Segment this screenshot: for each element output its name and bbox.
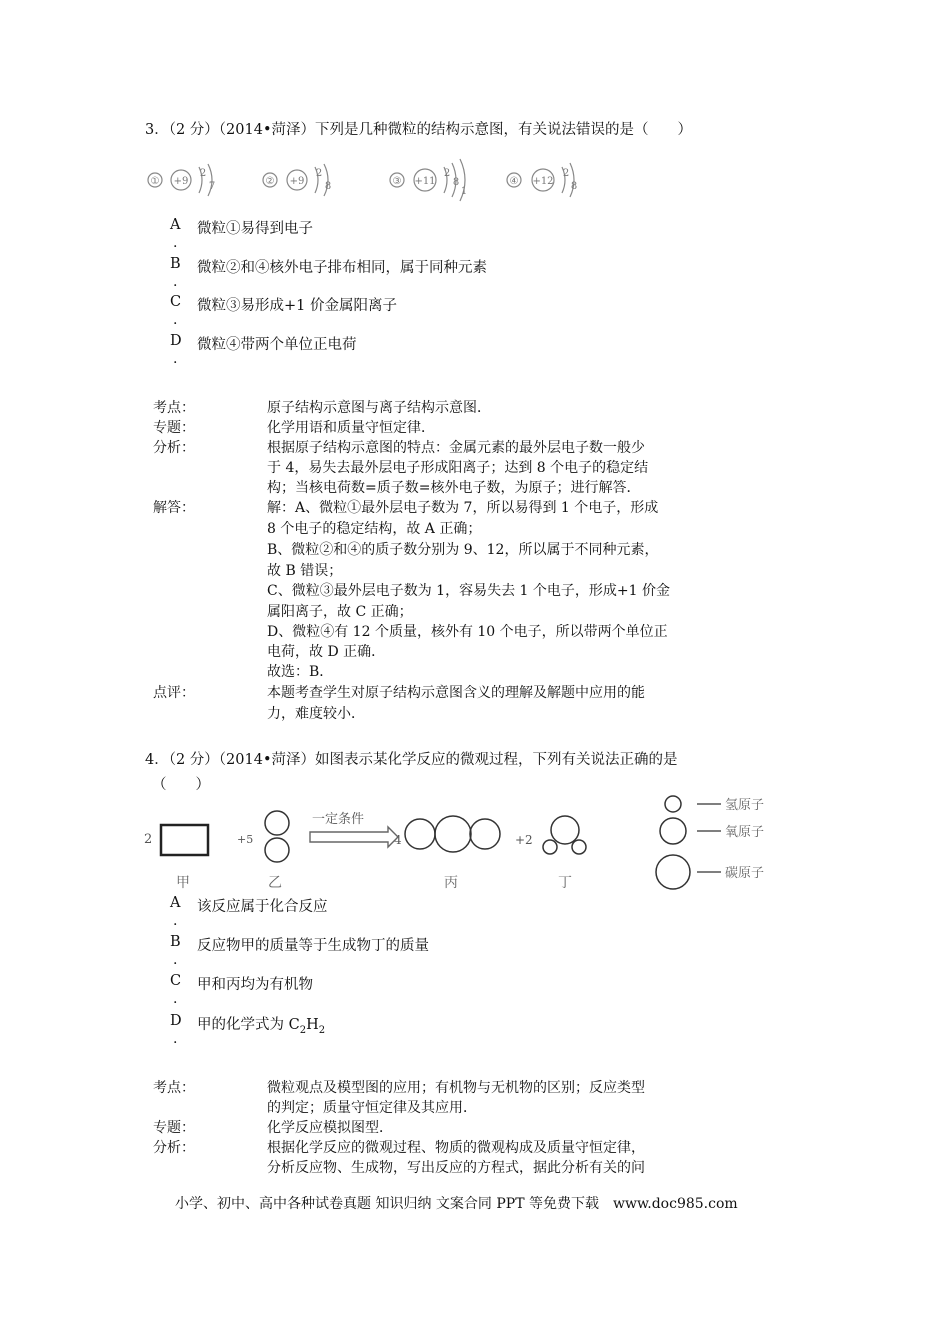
q3-kaodian-label: 考点：	[153, 400, 195, 416]
q4-condition: 一定条件	[312, 812, 365, 827]
svg-text:8: 8	[570, 181, 578, 192]
q4-legend-c-icon	[656, 855, 690, 889]
q4-yi-atom	[265, 838, 289, 862]
svg-text:1: 1	[460, 186, 468, 197]
q3-zhuanti-text: 化学用语和质量守恒定律．	[267, 420, 435, 436]
q4-fenxi-label: 分析：	[153, 1140, 195, 1156]
q4-legend-o: 氧原子	[725, 825, 765, 840]
q4-fenxi-line: 分析反应物、生成物，写出反应的方程式，据此分析有关的问	[267, 1160, 645, 1176]
q3-dianping-line: 本题考查学生对原子结构示意图含义的理解及解题中应用的能	[267, 685, 645, 701]
q4-zhuanti-label: 专题：	[153, 1120, 195, 1136]
svg-text:+9: +9	[289, 176, 305, 187]
q3-dianping-label: 点评：	[153, 685, 195, 701]
svg-text:2: 2	[443, 168, 451, 179]
q4-legend-c: 碳原子	[725, 866, 765, 881]
q4-fenxi-line: 根据化学反应的微观过程、物质的微观构成及质量守恒定律，	[267, 1140, 645, 1156]
q4-reaction-diagram	[140, 790, 790, 890]
q4-coef-ding: +2	[515, 833, 533, 847]
q3-mark-3: ③	[392, 176, 402, 187]
q4-bing-atom	[470, 819, 500, 849]
q3-title: 3．（2 分）（2014•菏泽）下列是几种微粒的结构示意图，有关说法错误的是（ ）	[145, 122, 693, 138]
q4-jia-molecule	[161, 825, 208, 855]
q3-mark-4: ④	[509, 176, 519, 187]
svg-text:2: 2	[562, 168, 570, 179]
q3-nucleus-1-charge: +9	[173, 176, 189, 187]
svg-text:+12: +12	[532, 176, 554, 187]
q4-label-yi: 乙	[268, 875, 282, 890]
q3-kaodian-text: 原子结构示意图与离子结构示意图．	[267, 400, 491, 416]
q3-jieda-line: 故选：B．	[267, 664, 334, 680]
q3-mark-2: ②	[265, 176, 275, 187]
q4-title: 4．（2 分）（2014•菏泽）如图表示某化学反应的微观过程，下列有关说法正确的是	[145, 752, 678, 768]
svg-text:2: 2	[315, 168, 323, 179]
q3-fenxi-label: 分析：	[153, 440, 195, 456]
q4-legend-h-icon	[665, 796, 681, 812]
q4-zhuanti-text: 化学反应模拟图型．	[267, 1120, 393, 1136]
q4-arrow-icon	[310, 827, 398, 847]
q4-bing-atom	[405, 819, 435, 849]
q3-jieda-line: 8 个电子的稳定结构，故 A 正确；	[267, 521, 482, 537]
q4-legend-h: 氢原子	[725, 798, 765, 813]
q3-dianping-line: 力，难度较小．	[267, 706, 365, 722]
q3-atom-diagrams	[142, 152, 602, 204]
q3-fenxi-line: 于 4，易失去最外层电子形成阳离子；达到 8 个电子的稳定结	[267, 460, 649, 476]
q4-ding-atom	[572, 840, 586, 854]
q3-fenxi-line: 构；当核电荷数=质子数=核外电子数，为原子；进行解答．	[267, 480, 641, 496]
q3-zhuanti-label: 专题：	[153, 420, 195, 436]
svg-text:8: 8	[452, 177, 460, 188]
q4-ding-atom	[543, 840, 557, 854]
page-footer: 小学、初中、高中各种试卷真题 知识归纳 文案合同 PPT 等免费下载 www.doc985.com	[175, 1196, 738, 1212]
q3-jieda-line: B、微粒②和④的质子数分别为 9、12，所以属于不同种元素，	[267, 542, 659, 558]
svg-text:8: 8	[324, 181, 332, 192]
q4-coef-yi: +5	[237, 833, 254, 846]
q3-jieda-label: 解答：	[153, 500, 195, 516]
q4-legend-o-icon	[660, 818, 686, 844]
q4-title-cont: （ ）	[152, 777, 210, 793]
q3-jieda-line: 故 B 错误；	[267, 563, 343, 579]
q4-coef-jia: 2	[144, 832, 153, 847]
q4-option-d-text: 甲的化学式为 $C_2H_2$	[197, 1017, 326, 1036]
q3-jieda-line: D、微粒④有 12 个质量，核外有 10 个电子，所以带两个单位正	[267, 624, 668, 640]
q3-jieda-line: 电荷，故 D 正确．	[267, 644, 386, 660]
svg-text:2: 2	[199, 168, 207, 179]
q4-kaodian-line: 微粒观点及模型图的应用；有机物与无机物的区别；反应类型	[267, 1080, 645, 1096]
q4-kaodian-label: 考点：	[153, 1080, 195, 1096]
q4-bing-atom	[435, 816, 471, 852]
q3-fenxi-line: 根据原子结构示意图的特点：金属元素的最外层电子数一般少	[267, 440, 645, 456]
q4-coef-bing: 4	[394, 833, 402, 847]
q4-yi-atom	[265, 811, 289, 835]
q3-jieda-line: 解：A、微粒①最外层电子数为 7，所以易得到 1 个电子，形成	[267, 500, 659, 516]
q3-jieda-line: C、微粒③最外层电子数为 1，容易失去 1 个电子，形成+1 价金	[267, 583, 670, 599]
q4-label-jia: 甲	[176, 875, 190, 890]
q3-mark-1: ①	[150, 176, 160, 187]
q4-label-ding: 丁	[558, 875, 572, 890]
q4-kaodian-line: 的判定；质量守恒定律及其应用．	[267, 1100, 477, 1116]
q4-label-bing: 丙	[444, 875, 458, 890]
svg-text:+11: +11	[414, 176, 436, 187]
q4-ding-atom	[551, 816, 579, 844]
q3-jieda-line: 属阳离子，故 C 正确；	[267, 604, 413, 620]
svg-text:7: 7	[208, 181, 216, 192]
